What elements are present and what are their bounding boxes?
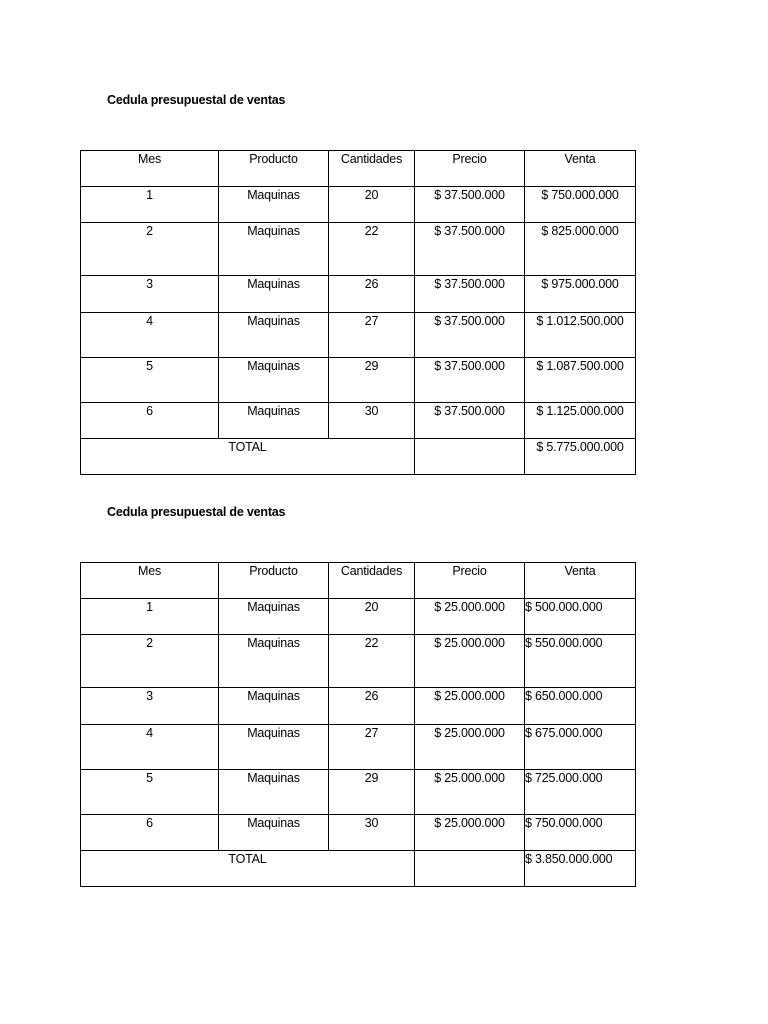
cell-mes: 1 xyxy=(81,599,219,635)
cell-mes: 3 xyxy=(81,688,219,725)
table-row xyxy=(81,599,636,635)
table-row xyxy=(81,187,636,223)
cell-mes: 6 xyxy=(81,403,219,439)
table-row xyxy=(81,725,636,770)
table-title: Cedula presupuestal de ventas xyxy=(107,505,286,519)
cell-cantidad: 30 xyxy=(329,403,415,439)
cell-cantidad: 22 xyxy=(329,635,415,688)
header-precio: Precio xyxy=(415,563,525,599)
cell-precio: $ 37.500.000 xyxy=(415,276,525,313)
cell-producto: Maquinas xyxy=(219,770,329,815)
cell-mes: 5 xyxy=(81,358,219,403)
table-total-row xyxy=(81,851,636,887)
header-venta: Venta xyxy=(525,563,636,599)
cell-mes: 6 xyxy=(81,815,219,851)
table-row xyxy=(81,770,636,815)
cell-precio: $ 37.500.000 xyxy=(415,403,525,439)
table-header-row xyxy=(81,563,636,599)
cell-cantidad: 20 xyxy=(329,599,415,635)
header-mes: Mes xyxy=(81,151,219,187)
cell-venta: $ 1.012.500.000 xyxy=(525,313,636,358)
cell-mes: 5 xyxy=(81,770,219,815)
cell-producto: Maquinas xyxy=(219,635,329,688)
table-title: Cedula presupuestal de ventas xyxy=(107,93,286,107)
cell-cantidad: 30 xyxy=(329,815,415,851)
cell-mes: 2 xyxy=(81,223,219,276)
cell-precio: $ 37.500.000 xyxy=(415,313,525,358)
cell-cantidad: 26 xyxy=(329,688,415,725)
table-row xyxy=(81,688,636,725)
cell-precio: $ 25.000.000 xyxy=(415,688,525,725)
table-header-row xyxy=(81,151,636,187)
table-total-row xyxy=(81,439,636,475)
cell-venta: $ 1.125.000.000 xyxy=(525,403,636,439)
cell-cantidad: 22 xyxy=(329,223,415,276)
sales-budget-table xyxy=(80,562,636,887)
cell-producto: Maquinas xyxy=(219,725,329,770)
cell-venta: $ 1.087.500.000 xyxy=(525,358,636,403)
cell-precio: $ 25.000.000 xyxy=(415,635,525,688)
cell-cantidad: 26 xyxy=(329,276,415,313)
cell-cantidad: 20 xyxy=(329,187,415,223)
cell-venta: $ 500.000.000 xyxy=(525,599,636,635)
cell-producto: Maquinas xyxy=(219,187,329,223)
cell-producto: Maquinas xyxy=(219,223,329,276)
total-value: $ 3.850.000.000 xyxy=(525,851,636,887)
total-label: TOTAL xyxy=(81,439,415,475)
header-producto: Producto xyxy=(219,151,329,187)
cell-mes: 4 xyxy=(81,313,219,358)
cell-precio: $ 37.500.000 xyxy=(415,223,525,276)
cell-venta: $ 550.000.000 xyxy=(525,635,636,688)
cell-cantidad: 27 xyxy=(329,725,415,770)
header-mes: Mes xyxy=(81,563,219,599)
cell-producto: Maquinas xyxy=(219,403,329,439)
cell-venta: $ 650.000.000 xyxy=(525,688,636,725)
cell-precio: $ 25.000.000 xyxy=(415,770,525,815)
cell-cantidad: 29 xyxy=(329,358,415,403)
cell-precio: $ 25.000.000 xyxy=(415,599,525,635)
cell-venta: $ 825.000.000 xyxy=(525,223,636,276)
cell-venta: $ 750.000.000 xyxy=(525,815,636,851)
cell-mes: 4 xyxy=(81,725,219,770)
cell-producto: Maquinas xyxy=(219,276,329,313)
total-value: $ 5.775.000.000 xyxy=(525,439,636,475)
cell-producto: Maquinas xyxy=(219,688,329,725)
header-venta: Venta xyxy=(525,151,636,187)
cell-venta: $ 975.000.000 xyxy=(525,276,636,313)
header-cantidades: Cantidades xyxy=(329,563,415,599)
total-label: TOTAL xyxy=(81,851,415,887)
cell-precio: $ 37.500.000 xyxy=(415,358,525,403)
cell-precio: $ 37.500.000 xyxy=(415,187,525,223)
cell-producto: Maquinas xyxy=(219,815,329,851)
cell-mes: 1 xyxy=(81,187,219,223)
table-row xyxy=(81,358,636,403)
cell-cantidad: 27 xyxy=(329,313,415,358)
cell-mes: 2 xyxy=(81,635,219,688)
header-producto: Producto xyxy=(219,563,329,599)
table-row xyxy=(81,403,636,439)
cell-precio: $ 25.000.000 xyxy=(415,725,525,770)
sales-budget-table xyxy=(80,150,636,475)
table-row xyxy=(81,815,636,851)
cell-cantidad: 29 xyxy=(329,770,415,815)
table-row xyxy=(81,276,636,313)
table-row xyxy=(81,223,636,276)
total-precio-empty xyxy=(415,439,525,475)
header-cantidades: Cantidades xyxy=(329,151,415,187)
table-row xyxy=(81,635,636,688)
cell-producto: Maquinas xyxy=(219,313,329,358)
cell-mes: 3 xyxy=(81,276,219,313)
cell-producto: Maquinas xyxy=(219,358,329,403)
cell-venta: $ 675.000.000 xyxy=(525,725,636,770)
cell-precio: $ 25.000.000 xyxy=(415,815,525,851)
cell-producto: Maquinas xyxy=(219,599,329,635)
cell-venta: $ 725.000.000 xyxy=(525,770,636,815)
cell-venta: $ 750.000.000 xyxy=(525,187,636,223)
header-precio: Precio xyxy=(415,151,525,187)
total-precio-empty xyxy=(415,851,525,887)
table-row xyxy=(81,313,636,358)
